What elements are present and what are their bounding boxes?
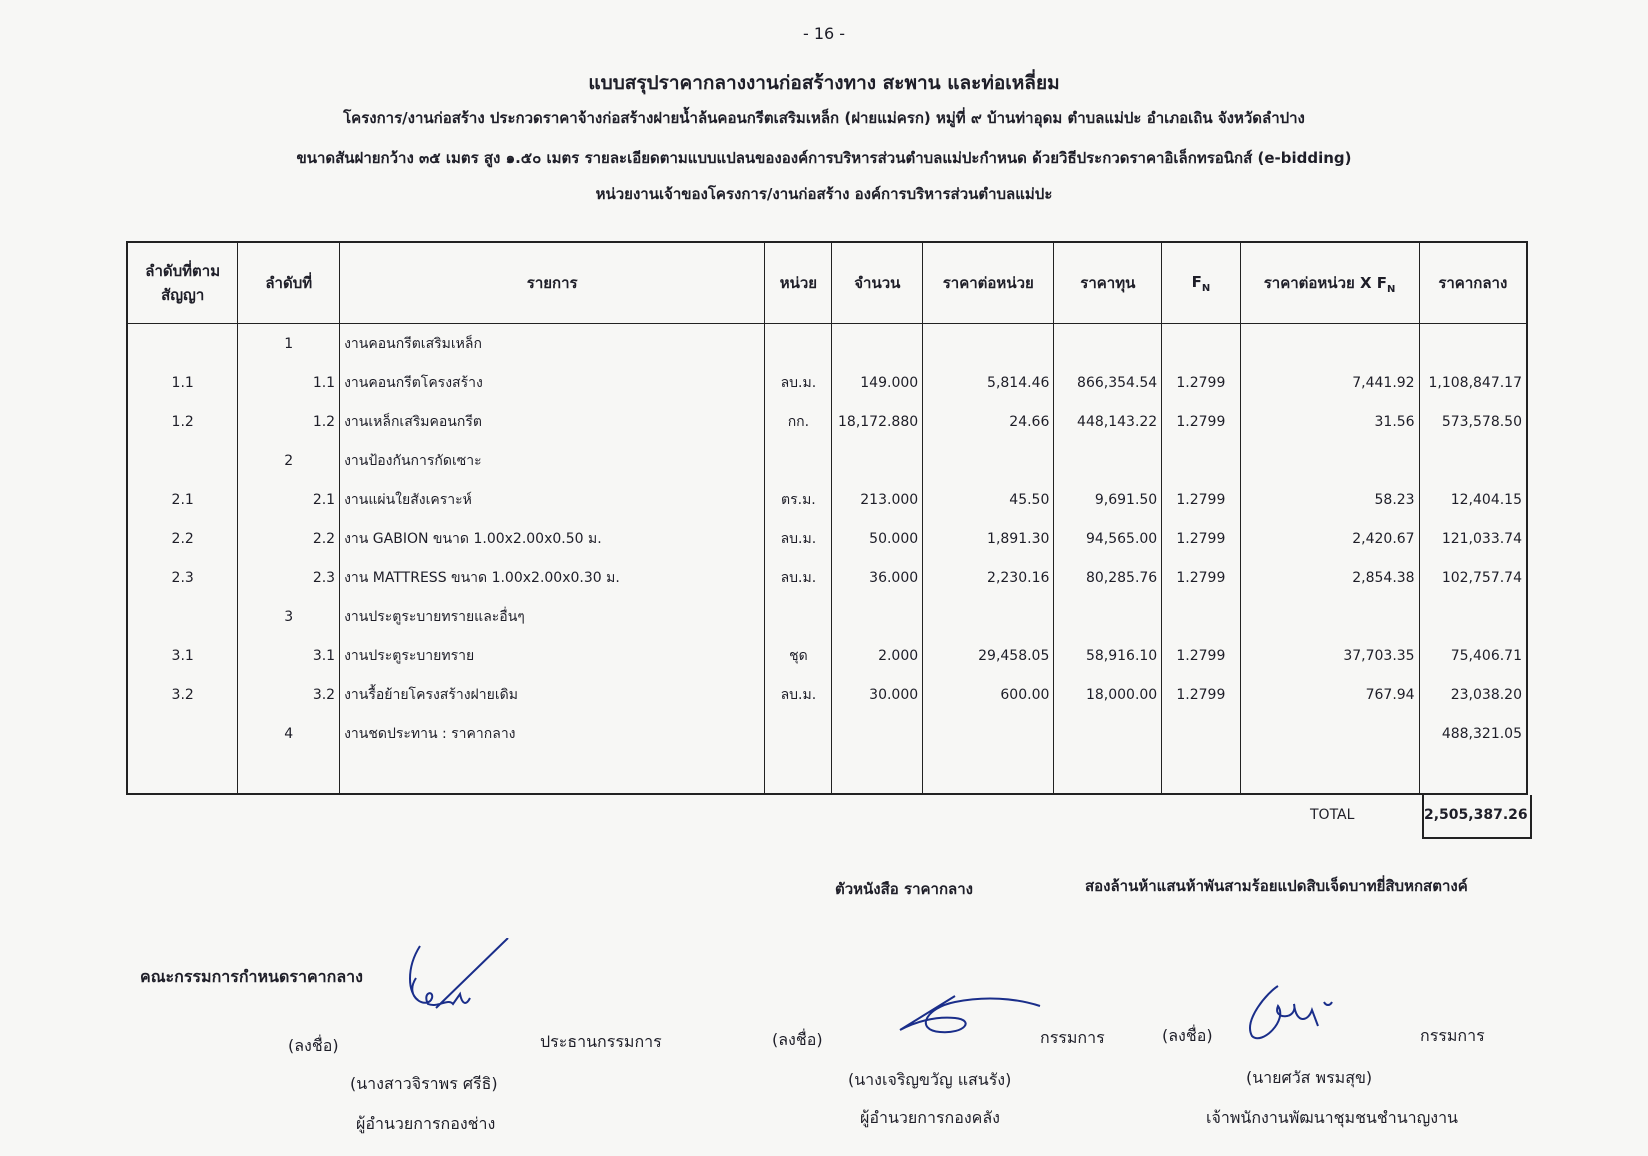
cell-contract: 2.2 bbox=[127, 519, 238, 558]
cell-fn: 1.2799 bbox=[1162, 636, 1240, 675]
cell-median bbox=[1419, 753, 1527, 794]
cell-median: 23,038.20 bbox=[1419, 675, 1527, 714]
table-row bbox=[127, 753, 1527, 794]
cell-description: งาน GABION ขนาด 1.00x2.00x0.50 ม. bbox=[340, 519, 765, 558]
cell-price-fn: 2,854.38 bbox=[1240, 558, 1419, 597]
cell-item bbox=[238, 753, 340, 794]
cell-description: งานป้องกันการกัดเซาะ bbox=[340, 441, 765, 480]
cell-cost: 94,565.00 bbox=[1054, 519, 1162, 558]
cell-fn: 1.2799 bbox=[1162, 480, 1240, 519]
cell-price-fn: 37,703.35 bbox=[1240, 636, 1419, 675]
cell-quantity: 213.000 bbox=[832, 480, 923, 519]
cell-fn bbox=[1162, 714, 1240, 753]
header-fn bbox=[1162, 242, 1240, 324]
cell-contract: 2.1 bbox=[127, 480, 238, 519]
cell-unit-price bbox=[923, 714, 1054, 753]
committee-title: คณะกรรมการกำหนดราคากลาง bbox=[140, 967, 363, 986]
cell-item: 3.1 bbox=[238, 636, 340, 675]
cell-item: 2.2 bbox=[238, 519, 340, 558]
member-1-role: ประธานกรรมการ bbox=[540, 1032, 662, 1051]
header-unit-price: ราคาต่อหน่วย bbox=[923, 242, 1054, 324]
cell-cost: 866,354.54 bbox=[1054, 363, 1162, 402]
member-1-position: ผู้อำนวยการกองช่าง bbox=[356, 1114, 496, 1133]
cell-description: งานประตูระบายทราย bbox=[340, 636, 765, 675]
cell-contract: 1.2 bbox=[127, 402, 238, 441]
signature-3 bbox=[1238, 980, 1348, 1046]
cell-item: 1 bbox=[238, 324, 340, 364]
cell-median: 75,406.71 bbox=[1419, 636, 1527, 675]
member-1-name: (นางสาวจิราพร ศรีธิ) bbox=[350, 1074, 498, 1093]
cell-cost bbox=[1054, 597, 1162, 636]
header-description: รายการ bbox=[340, 242, 765, 324]
cell-quantity bbox=[832, 753, 923, 794]
cell-median: 1,108,847.17 bbox=[1419, 363, 1527, 402]
project-line-1: โครงการ/งานก่อสร้าง ประกวดราคาจ้างก่อสร้างฝายน้ำล้นคอนกรีตเสริมเหล็ก (ฝายแม่ครก) หมู่ที่ ๙ บ้านท่าอุดม ตำบลแม่ปะ อำเภอเถิน จังหวัดลำปาง bbox=[343, 109, 1305, 127]
cell-description: งานประตูระบายทรายและอื่นๆ bbox=[340, 597, 765, 636]
cell-contract bbox=[127, 441, 238, 480]
cell-cost bbox=[1054, 441, 1162, 480]
cell-unit-price bbox=[923, 324, 1054, 364]
table-row bbox=[127, 675, 1527, 714]
price-summary-table bbox=[126, 241, 1528, 795]
cell-unit: ตร.ม. bbox=[765, 480, 832, 519]
cell-description bbox=[340, 753, 765, 794]
cell-fn: 1.2799 bbox=[1162, 675, 1240, 714]
cell-unit bbox=[765, 597, 832, 636]
cell-description: งานรื้อย้ายโครงสร้างฝายเดิม bbox=[340, 675, 765, 714]
cell-description: งานแผ่นใยสังเคราะห์ bbox=[340, 480, 765, 519]
cell-price-fn: 2,420.67 bbox=[1240, 519, 1419, 558]
cell-fn bbox=[1162, 441, 1240, 480]
cell-unit: ลบ.ม. bbox=[765, 558, 832, 597]
table-row bbox=[127, 480, 1527, 519]
project-line-2: ขนาดสันฝายกว้าง ๓๕ เมตร สูง ๑.๕๐ เมตร รายละเอียดตามแบบแปลนขององค์การบริหารส่วนตำบลแม่ปะกำหนด ด้วยวิธีประกวดราคาอิเล็กทรอนิกส์ (e-bidding) bbox=[296, 149, 1352, 167]
cell-cost bbox=[1054, 714, 1162, 753]
sign-label-2: (ลงชื่อ) bbox=[772, 1030, 823, 1049]
cell-fn bbox=[1162, 753, 1240, 794]
cell-unit-price bbox=[923, 753, 1054, 794]
cell-quantity bbox=[832, 441, 923, 480]
table-row bbox=[127, 324, 1527, 364]
cell-description: งาน MATTRESS ขนาด 1.00x2.00x0.30 ม. bbox=[340, 558, 765, 597]
cell-unit bbox=[765, 441, 832, 480]
cell-cost: 18,000.00 bbox=[1054, 675, 1162, 714]
cell-quantity: 30.000 bbox=[832, 675, 923, 714]
cell-cost: 9,691.50 bbox=[1054, 480, 1162, 519]
cell-item: 1.2 bbox=[238, 402, 340, 441]
member-2-name: (นางเจริญขวัญ แสนรัง) bbox=[848, 1070, 1012, 1089]
table-row bbox=[127, 597, 1527, 636]
cell-unit-price: 45.50 bbox=[923, 480, 1054, 519]
cell-description: งานชดประทาน : ราคากลาง bbox=[340, 714, 765, 753]
total-label: TOTAL bbox=[1310, 807, 1355, 823]
header-unit: หน่วย bbox=[765, 242, 832, 324]
cell-unit-price: 600.00 bbox=[923, 675, 1054, 714]
amount-in-words-label: ตัวหนังสือ ราคากลาง bbox=[835, 880, 973, 898]
cell-unit-price: 2,230.16 bbox=[923, 558, 1054, 597]
member-3-role: กรรมการ bbox=[1420, 1026, 1485, 1045]
header-quantity: จำนวน bbox=[832, 242, 923, 324]
sign-label-1: (ลงชื่อ) bbox=[288, 1036, 339, 1055]
cell-description: งานคอนกรีตเสริมเหล็ก bbox=[340, 324, 765, 364]
cell-median bbox=[1419, 597, 1527, 636]
cell-quantity: 50.000 bbox=[832, 519, 923, 558]
member-2-position: ผู้อำนวยการกองคลัง bbox=[860, 1108, 1000, 1127]
cell-cost: 58,916.10 bbox=[1054, 636, 1162, 675]
sign-label-3: (ลงชื่อ) bbox=[1162, 1026, 1213, 1045]
cell-contract: 1.1 bbox=[127, 363, 238, 402]
table-header-row bbox=[127, 242, 1527, 324]
cell-median bbox=[1419, 441, 1527, 480]
header-price-fn bbox=[1240, 242, 1419, 324]
cell-quantity: 18,172.880 bbox=[832, 402, 923, 441]
cell-item: 2 bbox=[238, 441, 340, 480]
cell-price-fn: 58.23 bbox=[1240, 480, 1419, 519]
cell-unit-price: 24.66 bbox=[923, 402, 1054, 441]
signature-2 bbox=[895, 988, 1045, 1038]
header-price-fn-sub: N bbox=[1387, 284, 1396, 295]
header-median-price: ราคากลาง bbox=[1419, 242, 1527, 324]
table-row bbox=[127, 402, 1527, 441]
cell-unit-price bbox=[923, 597, 1054, 636]
cell-quantity bbox=[832, 714, 923, 753]
cell-fn: 1.2799 bbox=[1162, 363, 1240, 402]
cell-median: 573,578.50 bbox=[1419, 402, 1527, 441]
document-title: แบบสรุปราคากลางงานก่อสร้างทาง สะพาน และท่อเหลี่ยม bbox=[588, 72, 1060, 94]
cell-contract: 2.3 bbox=[127, 558, 238, 597]
cell-unit-price bbox=[923, 441, 1054, 480]
cell-item: 1.1 bbox=[238, 363, 340, 402]
cell-price-fn: 767.94 bbox=[1240, 675, 1419, 714]
table-row bbox=[127, 636, 1527, 675]
cell-contract bbox=[127, 753, 238, 794]
cell-quantity bbox=[832, 597, 923, 636]
signature-1 bbox=[398, 938, 528, 1038]
cell-description: งานเหล็กเสริมคอนกรีต bbox=[340, 402, 765, 441]
cell-median: 102,757.74 bbox=[1419, 558, 1527, 597]
cell-quantity: 2.000 bbox=[832, 636, 923, 675]
cell-item: 4 bbox=[238, 714, 340, 753]
cell-price-fn bbox=[1240, 324, 1419, 364]
header-price-fn-label: ราคาต่อหน่วย X F bbox=[1263, 274, 1388, 292]
cell-price-fn bbox=[1240, 597, 1419, 636]
cell-contract: 3.2 bbox=[127, 675, 238, 714]
cell-median bbox=[1419, 324, 1527, 364]
member-3-position: เจ้าพนักงานพัฒนาชุมชนชำนาญงาน bbox=[1206, 1108, 1458, 1127]
table-row bbox=[127, 714, 1527, 753]
cell-median: 12,404.15 bbox=[1419, 480, 1527, 519]
cell-unit-price: 5,814.46 bbox=[923, 363, 1054, 402]
cell-price-fn bbox=[1240, 714, 1419, 753]
cell-item: 3.2 bbox=[238, 675, 340, 714]
cell-price-fn bbox=[1240, 441, 1419, 480]
cell-unit-price: 1,891.30 bbox=[923, 519, 1054, 558]
cell-contract bbox=[127, 597, 238, 636]
member-3-name: (นายศวัส พรมสุข) bbox=[1246, 1068, 1373, 1087]
cell-unit: ลบ.ม. bbox=[765, 675, 832, 714]
cell-price-fn bbox=[1240, 753, 1419, 794]
cell-quantity: 36.000 bbox=[832, 558, 923, 597]
cell-quantity: 149.000 bbox=[832, 363, 923, 402]
header-fn-sub: N bbox=[1201, 282, 1211, 294]
cell-unit bbox=[765, 753, 832, 794]
cell-fn bbox=[1162, 597, 1240, 636]
cell-median: 121,033.74 bbox=[1419, 519, 1527, 558]
cell-cost bbox=[1054, 324, 1162, 364]
cell-contract bbox=[127, 324, 238, 364]
header-contract-no: ลำดับที่ตาม สัญญา bbox=[127, 242, 238, 324]
cell-unit: ลบ.ม. bbox=[765, 519, 832, 558]
table-row bbox=[127, 519, 1527, 558]
cell-median: 488,321.05 bbox=[1419, 714, 1527, 753]
cell-unit: ชุด bbox=[765, 636, 832, 675]
table-row bbox=[127, 363, 1527, 402]
cell-unit: กก. bbox=[765, 402, 832, 441]
cell-item: 3 bbox=[238, 597, 340, 636]
header-cost: ราคาทุน bbox=[1054, 242, 1162, 324]
cell-unit-price: 29,458.05 bbox=[923, 636, 1054, 675]
header-item-no: ลำดับที่ bbox=[238, 242, 340, 324]
cell-price-fn: 7,441.92 bbox=[1240, 363, 1419, 402]
cell-quantity bbox=[832, 324, 923, 364]
cell-unit: ลบ.ม. bbox=[765, 363, 832, 402]
cell-cost bbox=[1054, 753, 1162, 794]
table-row bbox=[127, 441, 1527, 480]
cell-contract: 3.1 bbox=[127, 636, 238, 675]
header-fn-label: F bbox=[1191, 272, 1202, 291]
cell-item: 2.1 bbox=[238, 480, 340, 519]
cell-unit bbox=[765, 324, 832, 364]
owner-line: หน่วยงานเจ้าของโครงการ/งานก่อสร้าง องค์การบริหารส่วนตำบลแม่ปะ bbox=[595, 185, 1053, 203]
total-value: 2,505,387.26 bbox=[1424, 807, 1528, 823]
cell-description: งานคอนกรีตโครงสร้าง bbox=[340, 363, 765, 402]
cell-fn: 1.2799 bbox=[1162, 519, 1240, 558]
cell-item: 2.3 bbox=[238, 558, 340, 597]
table-row bbox=[127, 558, 1527, 597]
member-2-role: กรรมการ bbox=[1040, 1028, 1105, 1047]
cell-unit bbox=[765, 714, 832, 753]
cell-contract bbox=[127, 714, 238, 753]
cell-cost: 80,285.76 bbox=[1054, 558, 1162, 597]
cell-cost: 448,143.22 bbox=[1054, 402, 1162, 441]
cell-fn bbox=[1162, 324, 1240, 364]
amount-in-words-value: สองล้านห้าแสนห้าพันสามร้อยแปดสิบเจ็ดบาทยี่สิบหกสตางค์ bbox=[1085, 877, 1468, 895]
cell-fn: 1.2799 bbox=[1162, 558, 1240, 597]
page-number: - 16 - bbox=[802, 24, 846, 43]
cell-price-fn: 31.56 bbox=[1240, 402, 1419, 441]
cell-fn: 1.2799 bbox=[1162, 402, 1240, 441]
